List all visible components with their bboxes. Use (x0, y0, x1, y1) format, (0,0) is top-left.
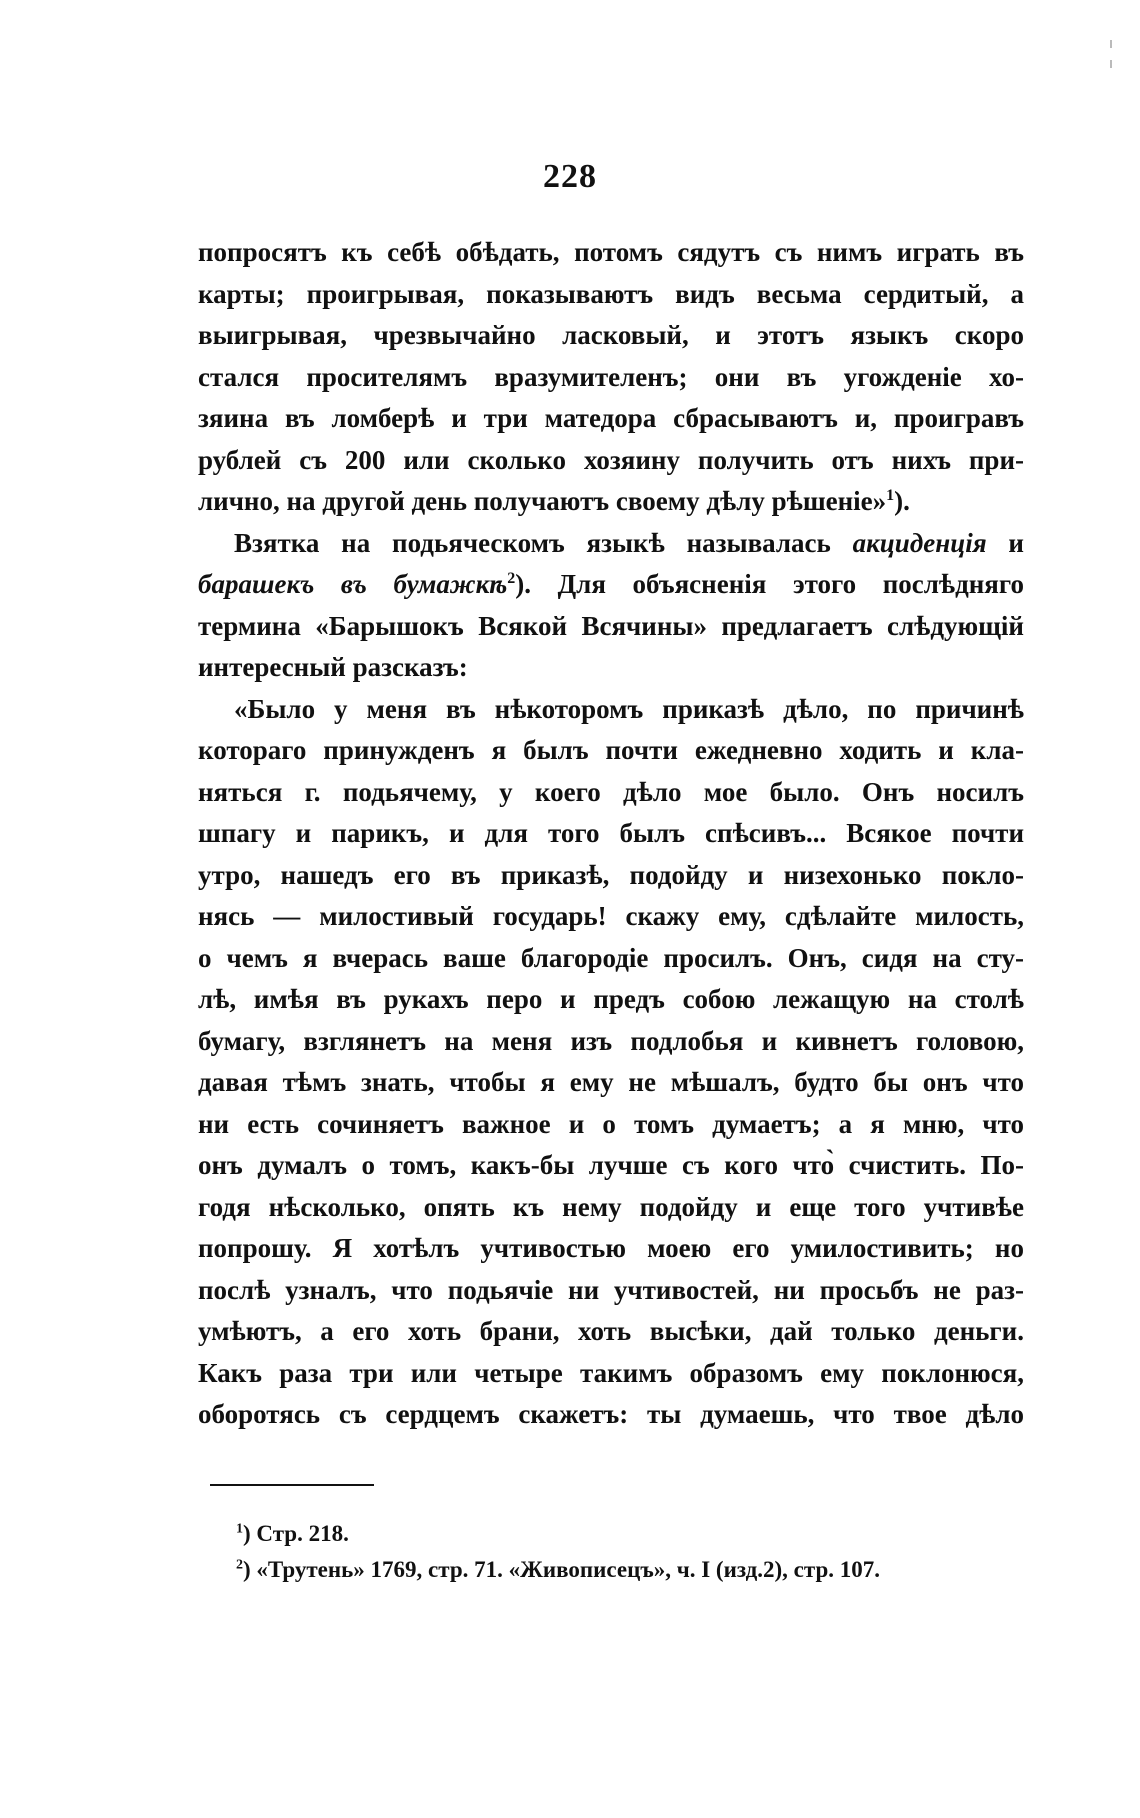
text-run: давая тѣмъ знать, чтобы я ему не мѣшалъ, будто бы онъ что (198, 1067, 1024, 1097)
text-line (198, 606, 1024, 648)
text-run: оборотясь съ сердцемъ скажетъ: ты думаешь, что твое дѣло (198, 1399, 1024, 1429)
text-run: годя нѣсколько, опять къ нему подойду и еще того учтивѣе (198, 1191, 1024, 1222)
text-line (198, 1270, 1024, 1312)
text-run: попросятъ къ себѣ обѣдать, потомъ сядутъ съ нимъ играть въ (198, 237, 1024, 267)
text-run: ни есть сочиняетъ важное и о томъ думаетъ; а я мню, что (198, 1108, 1024, 1139)
text-line (198, 730, 1024, 772)
text-run: и (986, 527, 1024, 558)
text-line (198, 772, 1024, 814)
text-line (198, 1311, 1024, 1353)
scan-edge-mark (1110, 60, 1112, 68)
text-line (198, 1353, 1024, 1395)
text-line (198, 315, 1024, 357)
text-line (198, 813, 1024, 855)
footnote (236, 1552, 1036, 1588)
text-line (198, 357, 1024, 399)
text-run: рублей съ 200 или сколько хозяину получить отъ нихъ при- (198, 444, 1024, 475)
text-run: «Было у меня въ нѣкоторомъ приказѣ дѣло, по причинѣ (234, 693, 1024, 724)
text-line (198, 274, 1024, 316)
text-run: попрошу. Я хотѣлъ учтивостью моею его умилостивить; но (198, 1233, 1024, 1263)
text-run: сталcя просителямъ вразумителенъ; они въ угожденіе хо- (198, 361, 1024, 392)
text-run: лично, на другой день получаютъ своему дѣлу рѣшеніе» (198, 486, 887, 516)
text-line (198, 1145, 1024, 1187)
text-line (198, 481, 1024, 523)
text-run: няться г. подьячему, у коего дѣло мое было. Онъ носилъ (198, 776, 1024, 807)
text-run: бумагу, взглянетъ на меня изъ подлобья и кивнетъ головою, (198, 1025, 1024, 1056)
main-text (198, 232, 1024, 1436)
text-run: выигрывая, чрезвычайно ласковый, и этотъ языкъ скоро (198, 320, 1024, 350)
footnote-ref: 2 (507, 570, 516, 587)
footnote-text: ) «Трутень» 1769, стр. 71. «Живописецъ», ч. I (изд.2), стр. 107. (243, 1557, 881, 1582)
footnote-divider (210, 1484, 374, 1486)
text-run: нясь — милостивый государь! скажу ему, сдѣлайте милость, (198, 901, 1024, 931)
text-line (198, 1187, 1024, 1229)
text-line (198, 647, 1024, 689)
footnote-ref: 1 (886, 487, 895, 504)
text-line (198, 1228, 1024, 1270)
page-number: 228 (543, 158, 597, 195)
text-run: послѣ узналъ, что подьячіе ни учтивостей, ни просьбъ не раз- (198, 1274, 1024, 1305)
italic-term: барашекъ въ бумажкѣ (198, 569, 508, 599)
text-run: умѣютъ, а его хоть брани, хоть высѣки, дай только деньги. (198, 1316, 1024, 1346)
scan-edge-mark (1110, 40, 1112, 48)
text-run: карты; проигрывая, показываютъ видъ весьма сердитый, а (198, 278, 1024, 309)
text-line (198, 896, 1024, 938)
footnote (236, 1516, 1036, 1552)
text-run: утро, нашедъ его въ приказѣ, подойду и низехонько покло- (198, 859, 1024, 890)
italic-term: акциденція (852, 527, 987, 558)
text-line (198, 398, 1024, 440)
text-run: шпагу и парикъ, и для того былъ спѣсивъ... Всякое почти (198, 818, 1024, 848)
text-line (198, 564, 1024, 606)
text-line (198, 979, 1024, 1021)
footnote-mark: 1 (236, 1521, 243, 1537)
text-line (198, 938, 1024, 980)
text-run: Какъ раза три или четыре такимъ образомъ ему поклонюся, (198, 1357, 1024, 1388)
text-run: онъ думалъ о томъ, какъ-бы лучше съ кого что̀ счистить. По- (198, 1150, 1024, 1180)
text-run: лѣ, имѣя въ рукахъ перо и предъ собою лежащую на столѣ (198, 984, 1024, 1014)
text-line (198, 855, 1024, 897)
text-line (198, 1394, 1024, 1436)
footnotes (236, 1516, 1036, 1588)
footnote-text: ) Стр. 218. (243, 1521, 349, 1546)
text-line (198, 523, 1024, 565)
text-line (198, 689, 1024, 731)
text-run: интересный разсказъ: (198, 652, 468, 682)
text-run: о чемъ я вчерась ваше благородіе просилъ. Онъ, сидя на сту- (198, 942, 1024, 973)
footnote-mark: 2 (236, 1557, 243, 1573)
text-run: котораго принужденъ я былъ почти ежедневно ходить и кла- (198, 735, 1024, 765)
text-line (198, 1021, 1024, 1063)
text-line (198, 1062, 1024, 1104)
text-run: Взятка на подьяческомъ языкѣ называлась (234, 527, 853, 558)
text-line (198, 232, 1024, 274)
text-run: зяина въ ломберѣ и три матедора сбрасываютъ и, проигравъ (198, 403, 1024, 433)
text-run: ). (894, 486, 910, 516)
text-line (198, 440, 1024, 482)
text-run: термина «Барышокъ Всякой Всячины» предлагаетъ слѣдующій (198, 610, 1024, 641)
text-run: ). Для объясненія этого послѣдняго (515, 569, 1024, 599)
text-line (198, 1104, 1024, 1146)
